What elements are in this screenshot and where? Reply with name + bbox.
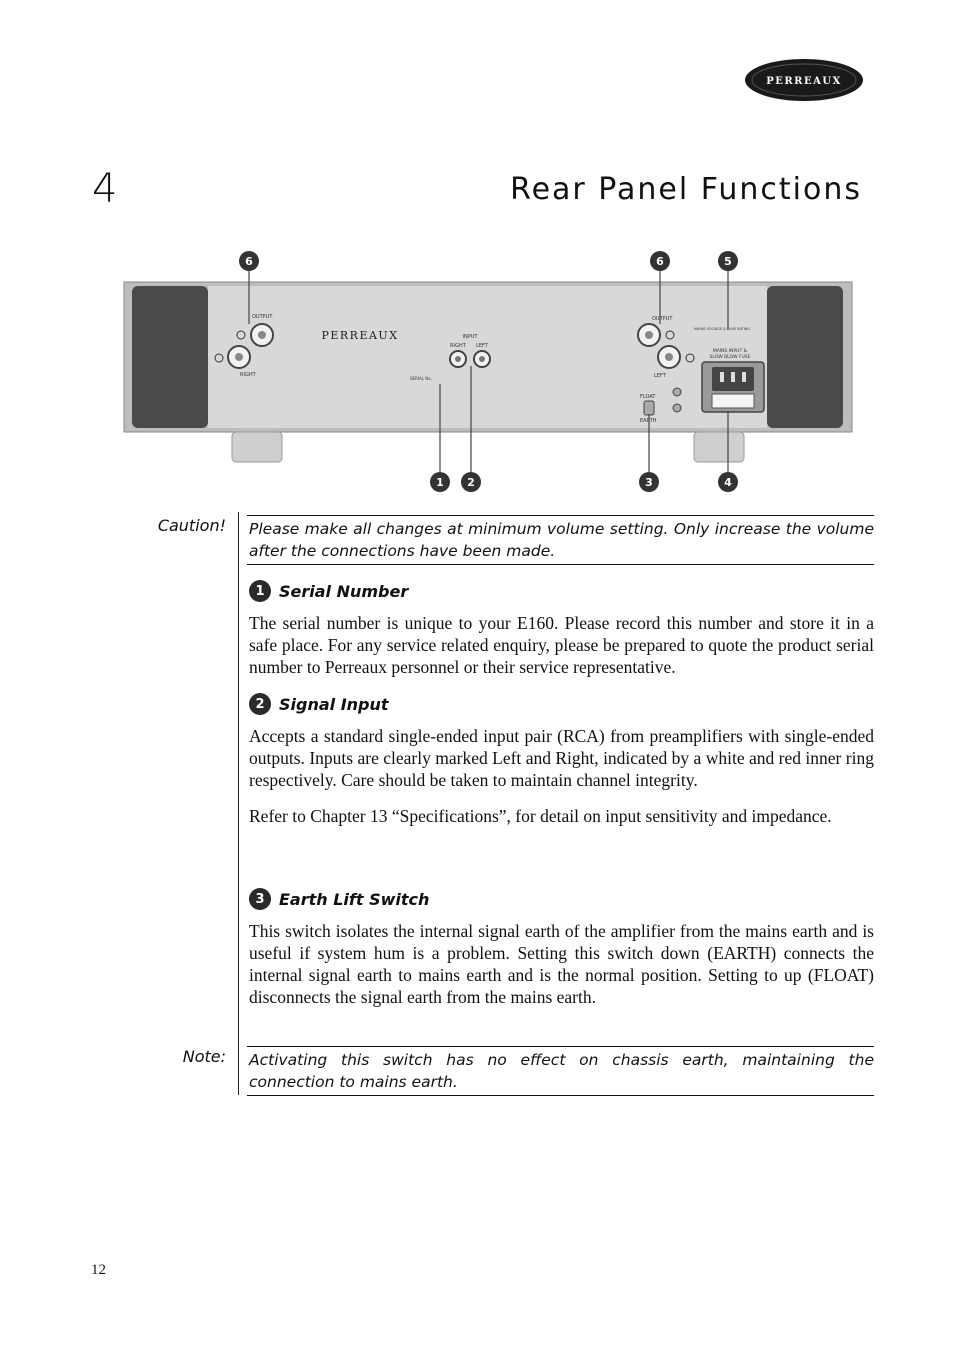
right-heatsink: [767, 286, 843, 428]
section-heading: [249, 693, 874, 715]
note-label: Note:: [182, 1047, 226, 1066]
svg-text:PERREAUX: PERREAUX: [766, 76, 842, 87]
svg-text:2: 2: [467, 476, 475, 489]
svg-text:RIGHT: RIGHT: [450, 343, 466, 349]
svg-text:SERIAL No.: SERIAL No.: [410, 376, 432, 381]
margin-divider: [238, 512, 239, 1095]
section-paragraph: Accepts a standard single-ended input pair (RCA) from preamplifiers with single-ended outputs. Inputs are clearly marked Left and Right, indicated by a white and red inner ring respectively. Care should be taken to maintain channel integrity.: [249, 726, 874, 790]
svg-text:3: 3: [645, 476, 653, 489]
number-badge: 2: [249, 693, 271, 715]
section-paragraph: Refer to Chapter 13 “Specifications”, for detail on input sensitivity and impedance.: [249, 806, 832, 826]
section-paragraph: The serial number is unique to your E160. Please record this number and store it in a safe place. For any service related enquiry, please be prepared to quote the product serial number to Perreaux personnel or their service representative.: [249, 613, 874, 677]
section-heading: [249, 888, 874, 910]
svg-text:LEFT: LEFT: [476, 343, 488, 349]
rear-panel-diagram: [122, 246, 854, 496]
caution-box: Please make all changes at minimum volume setting. Only increase the volume after the connections have been made.: [247, 515, 874, 565]
chapter-number: 4: [92, 166, 119, 212]
svg-text:FLOAT: FLOAT: [640, 394, 656, 400]
svg-text:LEFT: LEFT: [654, 373, 666, 379]
number-badge: 1: [249, 580, 271, 602]
section-title: Earth Lift Switch: [279, 889, 430, 909]
svg-text:OUTPUT: OUTPUT: [652, 316, 673, 322]
left-heatsink: [132, 286, 208, 428]
number-badge: 3: [249, 888, 271, 910]
svg-text:EARTH: EARTH: [640, 418, 657, 424]
section-title: Serial Number: [279, 581, 409, 601]
svg-text:1: 1: [436, 476, 444, 489]
svg-text:6: 6: [656, 255, 664, 268]
section-heading: [249, 580, 874, 602]
section-paragraph: This switch isolates the internal signal earth of the amplifier from the mains earth and is useful if system hum is a problem. Setting this switch down (EARTH) connects the internal signal earth to mains earth and is the normal position. Setting to up (FLOAT) disconnects the signal earth from the mains earth.: [249, 921, 874, 1007]
svg-text:RIGHT: RIGHT: [240, 372, 256, 378]
caution-label: Caution!: [157, 516, 226, 535]
chapter-title: Rear Panel Functions: [510, 172, 862, 207]
page-number: 12: [91, 1262, 106, 1278]
svg-text:6: 6: [245, 255, 253, 268]
section-title: Signal Input: [279, 694, 389, 714]
svg-text:MAINS VOLTAGE & FUSE RATING: MAINS VOLTAGE & FUSE RATING: [694, 327, 751, 331]
svg-text:4: 4: [724, 476, 732, 489]
perreaux-logo: [744, 58, 864, 102]
svg-text:SLOW BLOW FUSE: SLOW BLOW FUSE: [709, 355, 751, 360]
svg-text:OUTPUT: OUTPUT: [252, 314, 273, 320]
svg-text:5: 5: [724, 255, 732, 268]
section-signal-input: [249, 693, 874, 827]
svg-text:INPUT: INPUT: [462, 334, 478, 340]
note-box: Activating this switch has no effect on chassis earth, maintaining the connection to mains earth.: [247, 1046, 874, 1096]
svg-text:PERREAUX: PERREAUX: [321, 329, 399, 342]
section-serial-number: [249, 580, 874, 678]
section-earth-lift-switch: [249, 888, 874, 1008]
svg-text:MAINS INPUT &: MAINS INPUT &: [712, 349, 748, 354]
